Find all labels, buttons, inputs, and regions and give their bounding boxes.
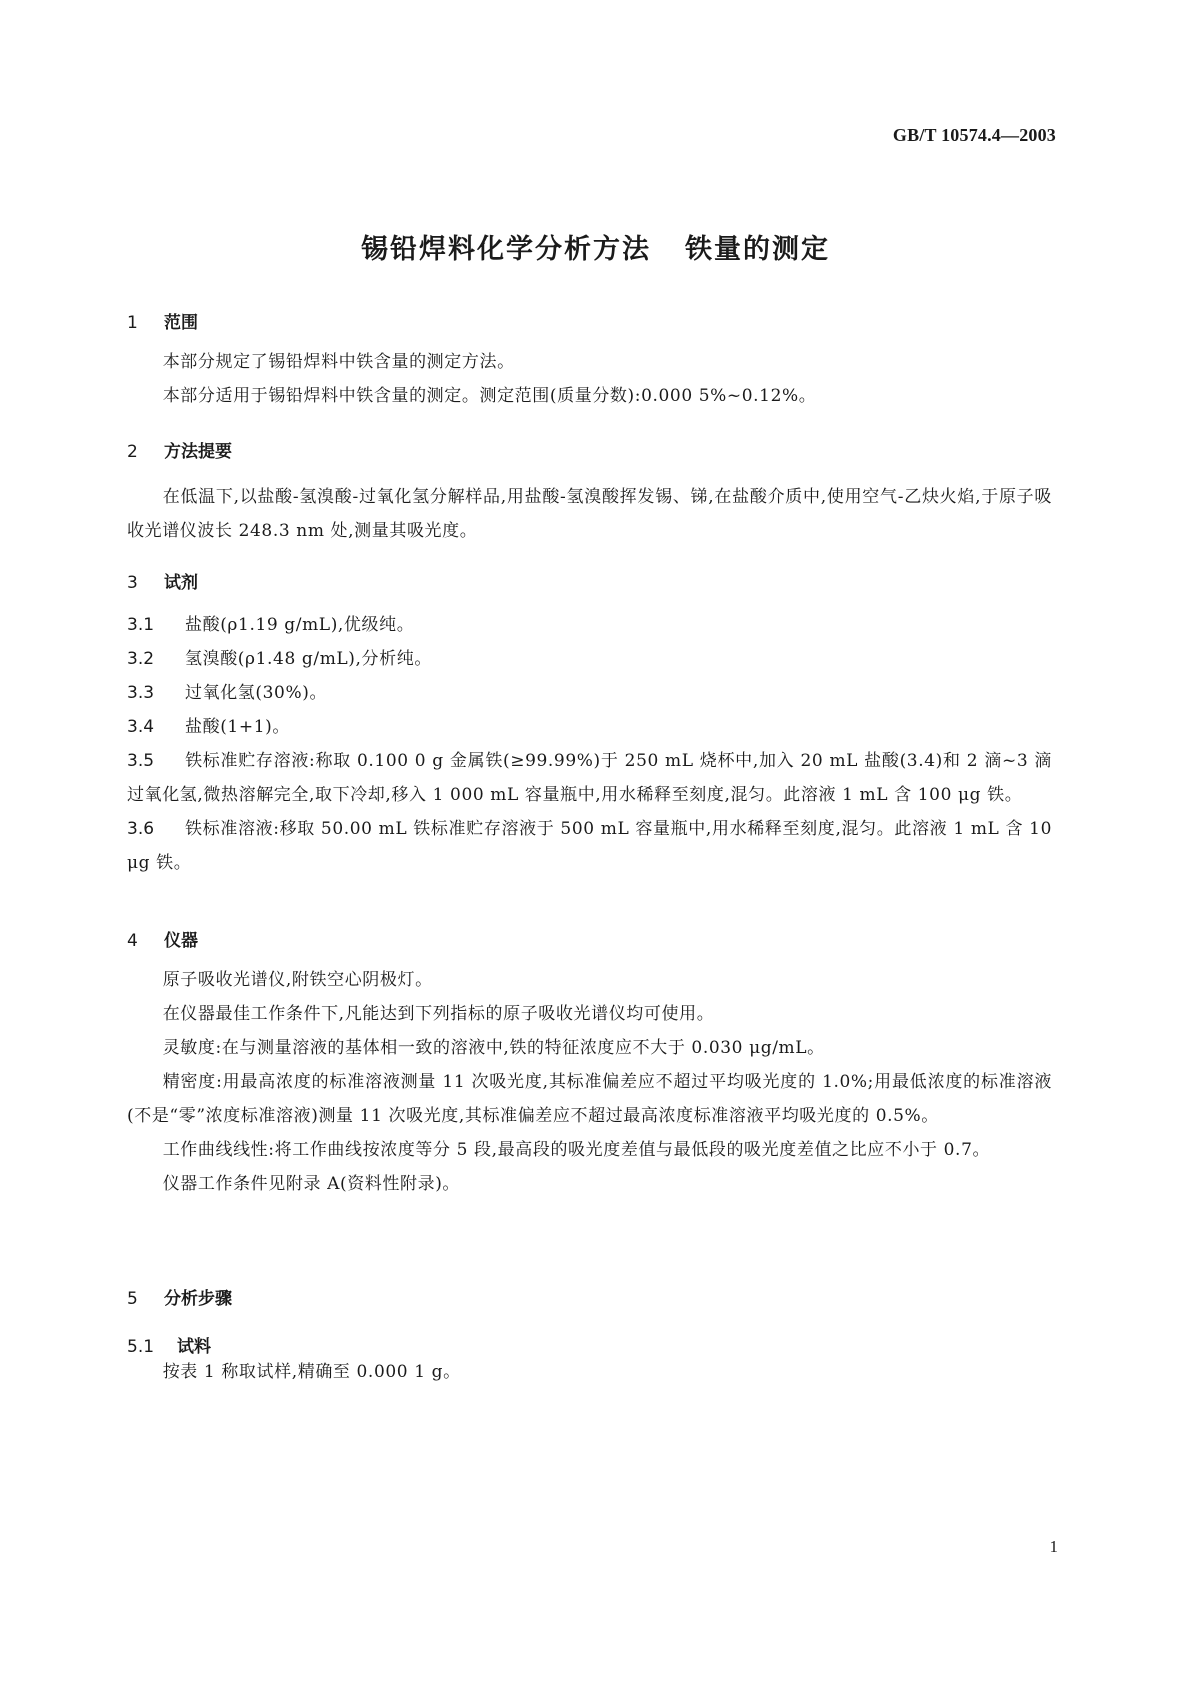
section-5-heading: [127, 1284, 1052, 1309]
paragraph: 按表 1 称取试样,精确至 0.000 1 g。: [162, 1362, 461, 1382]
reagent-item: [127, 642, 1052, 676]
item-number: 3.5: [127, 751, 155, 771]
section-number: 1: [127, 313, 138, 333]
section-number: 5: [127, 1289, 138, 1309]
section-number: 4: [127, 931, 138, 951]
section-title: 仪器: [164, 931, 198, 951]
paragraph: 工作曲线线性:将工作曲线按浓度等分 5 段,最高段的吸光度差值与最低段的吸光度差值之比应不小于 0.7。: [162, 1140, 991, 1160]
section-number: 3: [127, 573, 138, 593]
reagent-item: [127, 812, 1052, 880]
section-4-heading: [127, 926, 1052, 951]
section-number: 2: [127, 442, 138, 462]
paragraph: 在低温下,以盐酸-氢溴酸-过氧化氢分解样品,用盐酸-氢溴酸挥发锡、锑,在盐酸介质中,使用空气-乙炔火焰,于原子吸收光谱仪波长 248.3 nm 处,测量其吸光度。: [127, 487, 1052, 541]
item-text: 氢溴酸(ρ1.48 g/mL),分析纯。: [185, 649, 432, 669]
title-part-2: 铁量的测定: [685, 234, 830, 265]
item-number: 3.1: [127, 615, 155, 635]
subsection-number: 5.1: [127, 1337, 155, 1357]
section-3-heading: [127, 568, 1052, 593]
item-number: 3.4: [127, 717, 155, 737]
paragraph: 精密度:用最高浓度的标准溶液测量 11 次吸光度,其标准偏差应不超过平均吸光度的 1.0%;用最低浓度的标准溶液(不是“零”浓度标准溶液)测量 11 次吸光度,其标准偏差应不超过最高浓度标准溶液平均吸光度的 0.5%。: [127, 1072, 1052, 1126]
section-1-body: [127, 345, 1052, 413]
document-code: GB/T 10574.4—2003: [892, 125, 1056, 145]
section-2-body: [127, 480, 1052, 548]
section-1-heading: [127, 308, 1052, 333]
reagent-item: [127, 744, 1052, 812]
item-text: 铁标准溶液:移取 50.00 mL 铁标准贮存溶液于 500 mL 容量瓶中,用水稀释至刻度,混匀。此溶液 1 mL 含 10 μg 铁。: [127, 819, 1052, 873]
subsection-5-1-body: [127, 1355, 1052, 1389]
section-title: 方法提要: [164, 442, 232, 462]
item-text: 盐酸(1+1)。: [185, 717, 290, 737]
page-number: 1: [1049, 1537, 1058, 1556]
item-number: 3.2: [127, 649, 155, 669]
item-number: 3.6: [127, 819, 155, 839]
section-2-heading: [127, 437, 1052, 462]
item-text: 铁标准贮存溶液:称取 0.100 0 g 金属铁(≥99.99%)于 250 mL 烧杯中,加入 20 mL 盐酸(3.4)和 2 滴~3 滴过氧化氢,微热溶解完全,取下冷却,移入 1 000 mL 容量瓶中,用水稀释至刻度,混匀。此溶液 1 mL 含 100 μg 铁。: [127, 751, 1052, 805]
section-4-body: [127, 963, 1052, 1201]
subsection-title: 试料: [177, 1337, 211, 1357]
paragraph: 灵敏度:在与测量溶液的基体相一致的溶液中,铁的特征浓度应不大于 0.030 μg/mL。: [162, 1038, 825, 1058]
paragraph: 本部分适用于锡铅焊料中铁含量的测定。测定范围(质量分数):0.000 5%~0.12%。: [162, 386, 817, 406]
title-part-1: 锡铅焊料化学分析方法: [361, 234, 651, 265]
reagent-item: [127, 608, 1052, 642]
section-3-body: [127, 608, 1052, 880]
item-text: 盐酸(ρ1.19 g/mL),优级纯。: [185, 615, 415, 635]
reagent-item: [127, 710, 1052, 744]
paragraph: 原子吸收光谱仪,附铁空心阴极灯。: [162, 970, 433, 990]
item-text: 过氧化氢(30%)。: [185, 683, 328, 703]
section-title: 分析步骤: [164, 1289, 232, 1309]
section-title: 试剂: [164, 573, 198, 593]
page-title: [0, 227, 1191, 266]
section-title: 范围: [164, 313, 198, 333]
subsection-5-1-heading: [127, 1332, 1052, 1357]
paragraph: 本部分规定了锡铅焊料中铁含量的测定方法。: [162, 352, 515, 372]
paragraph: 在仪器最佳工作条件下,凡能达到下列指标的原子吸收光谱仪均可使用。: [162, 1004, 715, 1024]
reagent-item: [127, 676, 1052, 710]
paragraph: 仪器工作条件见附录 A(资料性附录)。: [162, 1174, 461, 1194]
item-number: 3.3: [127, 683, 155, 703]
